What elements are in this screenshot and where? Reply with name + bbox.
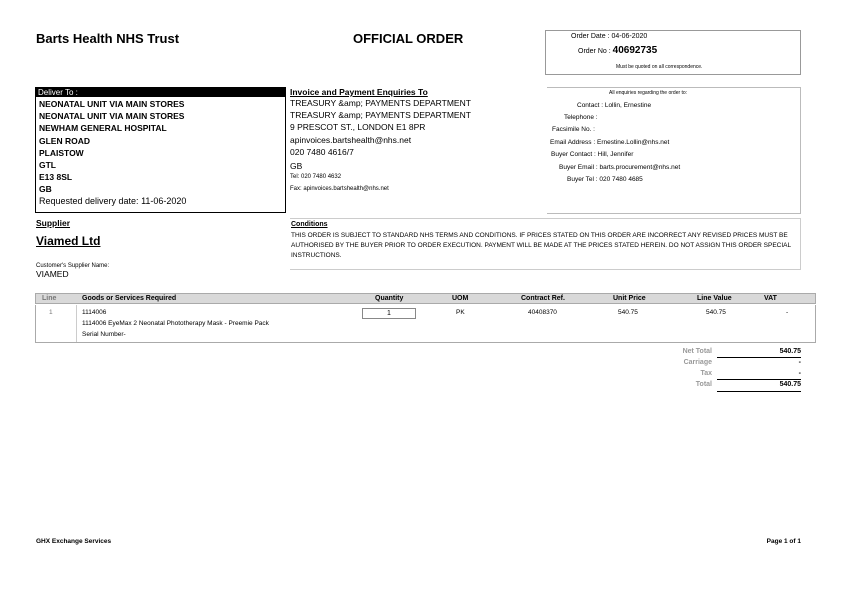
conditions-text: THIS ORDER IS SUBJECT TO STANDARD NHS TERMS AND CONDITIONS. IF PRICES STATED ON THIS ORDER ARE INCORRECT ANY REVISED PRICES MUST BE AUTHORISED BY THE BUYER PRIOR TO ORDER EXECUTION. PAYMENT WILL BE MADE AT THE PRICES STATED HEREIN. DO NOT ASSIGN THIS ORDER SPECIAL INSTRUCTIONS. <box>291 232 791 259</box>
invoice-line: apinvoices.bartshealth@nhs.net <box>290 134 412 145</box>
customer-supplier-name-label: Customer's Supplier Name: <box>36 263 110 269</box>
tax-label: Tax <box>700 370 712 377</box>
invoice-line: TREASURY &amp; PAYMENTS DEPARTMENT <box>290 110 471 121</box>
buyer-email-value[interactable]: barts.procurement@nhs.net <box>599 164 681 171</box>
conditions-title: Conditions <box>291 221 328 228</box>
header-goods: Goods or Services Required <box>82 295 177 302</box>
deliver-line: PLAISTOW <box>39 147 84 158</box>
deliver-address <box>39 98 184 196</box>
order-date-row <box>571 33 647 40</box>
deliver-line: E13 8SL <box>39 172 73 183</box>
invoice-title: Invoice and Payment Enquiries To <box>290 87 428 97</box>
buyer-contact-row <box>551 151 633 158</box>
conditions-box <box>290 218 801 270</box>
row-line-value: 540.75 <box>706 309 726 316</box>
order-date-label: Order Date : <box>571 33 610 40</box>
supplier-name: Viamed Ltd <box>36 234 101 248</box>
contact-value: Lollin, Ernestine <box>604 102 652 109</box>
tax-value: - <box>798 370 801 377</box>
contact-row <box>577 102 651 109</box>
net-total-label: Net Total <box>682 348 712 355</box>
buyer-email-row <box>559 164 680 171</box>
row-contract-ref: 40408370 <box>528 309 557 316</box>
total-bottom-rule <box>717 391 801 392</box>
deliver-line: GTL <box>39 160 56 171</box>
row-item-code: 1114006 <box>82 309 107 316</box>
row-line-number: 1 <box>49 309 53 316</box>
buyer-tel-label: Buyer Tel : <box>567 176 598 183</box>
invoice-block <box>290 87 544 195</box>
column-divider <box>76 305 77 342</box>
total-label: Total <box>695 381 712 388</box>
order-info-box <box>545 30 801 75</box>
net-total-rule <box>717 357 801 358</box>
deliver-to-title: Deliver To : <box>36 88 285 97</box>
buyer-tel-row <box>567 176 643 183</box>
header-vat: VAT <box>764 295 777 302</box>
document-title: OFFICIAL ORDER <box>353 31 464 46</box>
requested-delivery-date: Requested delivery date: 11-06-2020 <box>39 196 187 206</box>
buyer-tel-value: 020 7480 4685 <box>599 176 643 183</box>
table-row <box>35 305 816 343</box>
header-quantity: Quantity <box>375 295 404 302</box>
deliver-line: GB <box>39 184 52 195</box>
facsimile-row <box>552 126 595 133</box>
invoice-tel: Tel: 020 7480 4632 <box>290 174 342 181</box>
row-uom: PK <box>456 309 465 316</box>
footer-provider: GHX Exchange Services <box>36 538 112 545</box>
footer-page-number: Page 1 of 1 <box>766 538 801 545</box>
deliver-line: NEONATAL UNIT VIA MAIN STORES <box>39 111 185 122</box>
row-description: 1114006 EyeMax 2 Neonatal Phototherapy Mask - Preemie Pack <box>82 320 269 327</box>
invoice-address <box>290 97 544 158</box>
enquiries-box <box>547 87 801 214</box>
customer-supplier-name-value: VIAMED <box>36 269 69 279</box>
facsimile-label: Facsimile No. : <box>552 126 595 133</box>
row-unit-price: 540.75 <box>618 309 638 316</box>
order-no-value: 40692735 <box>612 45 658 56</box>
row-serial: Serial Number- <box>82 331 126 338</box>
invoice-fax: Fax: apinvoices.bartshealth@nhs.net <box>290 186 389 193</box>
total-value: 540.75 <box>779 381 801 388</box>
row-vat: - <box>786 309 789 316</box>
contact-label: Contact : <box>577 102 604 109</box>
header-uom: UOM <box>452 295 469 302</box>
row-quantity: 1 <box>362 308 416 319</box>
deliver-line: NEONATAL UNIT VIA MAIN STORES <box>39 99 185 109</box>
buyer-contact-value: Hill, Jennifer <box>597 151 634 158</box>
supplier-title: Supplier <box>36 218 71 228</box>
buyer-email-label: Buyer Email : <box>559 164 598 171</box>
deliver-to-box <box>35 87 286 213</box>
email-label: Email Address : <box>550 139 596 146</box>
header-line-value: Line Value <box>697 295 732 302</box>
items-table-header <box>35 293 816 304</box>
order-no-row <box>578 45 657 56</box>
header-contract-ref: Contract Ref. <box>521 295 565 302</box>
header-unit-price: Unit Price <box>613 295 646 302</box>
invoice-line: 020 7480 4616/7 <box>290 146 354 157</box>
invoice-country: GB <box>290 161 303 172</box>
order-note: Must be quoted on all correspondence. <box>616 64 703 70</box>
email-row <box>550 139 669 146</box>
deliver-line: GLEN ROAD <box>39 135 90 146</box>
buyer-contact-label: Buyer Contact : <box>551 151 596 158</box>
trust-name: Barts Health NHS Trust <box>36 31 180 46</box>
telephone-label: Telephone : <box>564 114 598 121</box>
email-value[interactable]: Ernestine.Lollin@nhs.net <box>596 139 670 146</box>
invoice-line: TREASURY &amp; PAYMENTS DEPARTMENT <box>290 98 471 108</box>
net-total-value: 540.75 <box>779 348 801 355</box>
enquiries-note: All enquiries regarding the order to: <box>609 90 688 96</box>
deliver-line: NEWHAM GENERAL HOSPITAL <box>39 123 167 134</box>
order-date-value: 04-06-2020 <box>611 33 648 40</box>
carriage-label: Carriage <box>683 359 712 366</box>
order-no-label: Order No : <box>578 48 611 55</box>
telephone-row <box>564 114 598 121</box>
total-top-rule <box>717 379 801 380</box>
carriage-value: - <box>798 359 801 366</box>
header-line: Line <box>42 295 57 302</box>
invoice-line: 9 PRESCOT ST., LONDON E1 8PR <box>290 122 426 133</box>
